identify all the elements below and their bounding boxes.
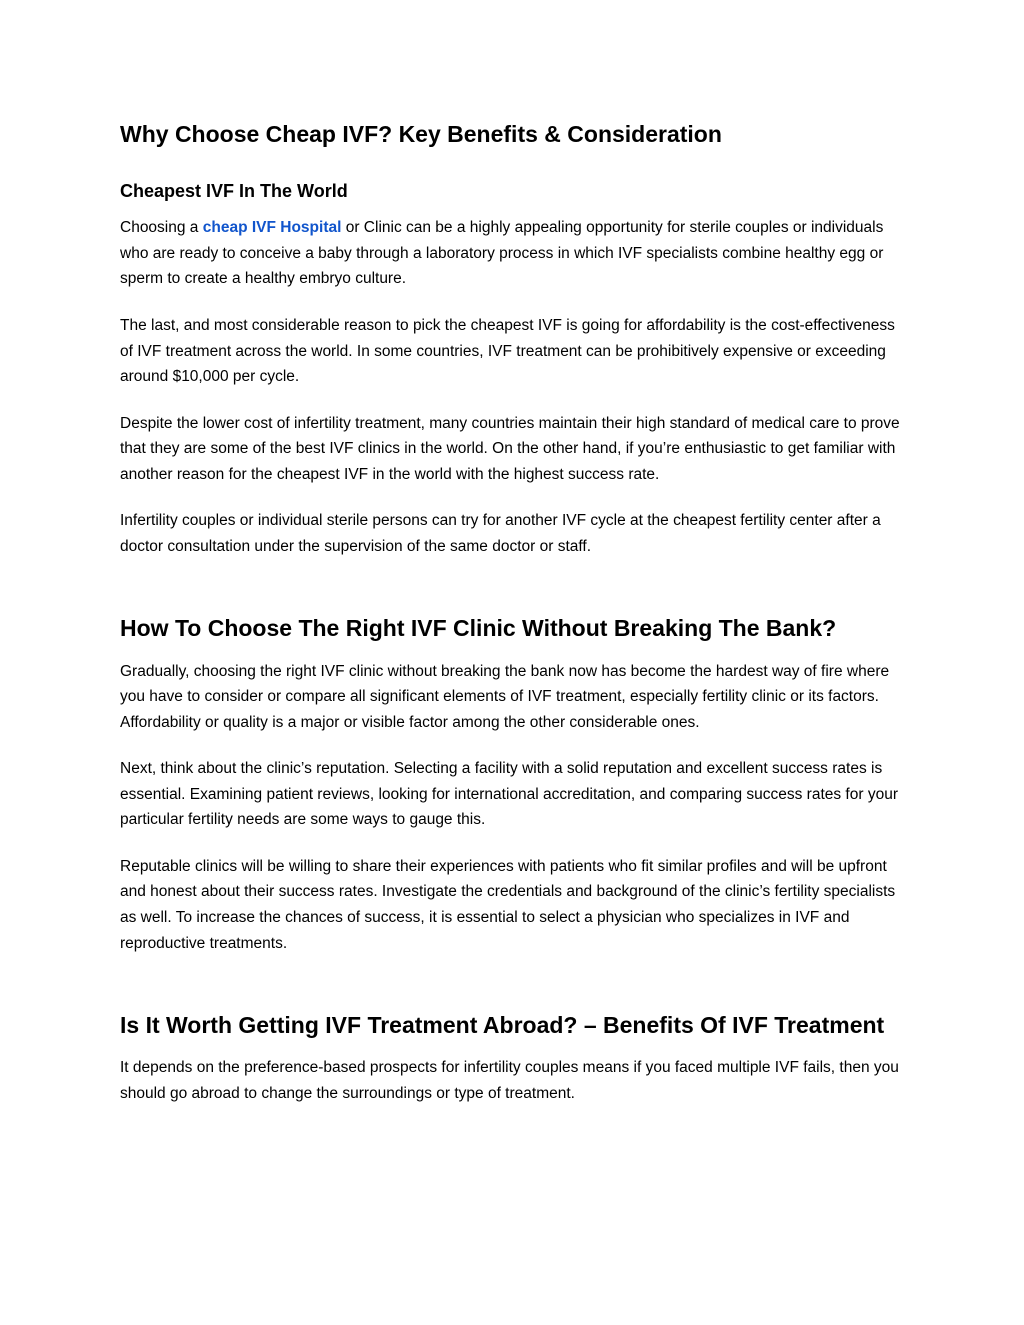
document-title: Why Choose Cheap IVF? Key Benefits & Consideration	[120, 121, 722, 147]
paragraph	[120, 215, 906, 292]
link-cheap-ivf-hospital[interactable]: cheap IVF Hospital	[202, 219, 342, 237]
heading-cheapest-ivf-in-the-world: Cheapest IVF In The World	[120, 180, 348, 201]
section-choose-right-clinic	[120, 613, 906, 956]
paragraph: Next, think about the clinic’s reputation. Selecting a facility with a solid reputation and excellent success rates is essential. Examining patient reviews, looking for international accreditation, and comparing success rates for your particular fertility needs are some ways to gauge this.	[120, 760, 898, 829]
paragraph: The last, and most considerable reason to pick the cheapest IVF is going for affordability is the cost-effectiveness of IVF treatment across the world. In some countries, IVF treatment can be prohibitively expensive or exceeding around $10,000 per cycle.	[120, 316, 895, 386]
section-cheapest-ivf	[120, 180, 906, 560]
section-ivf-treatment-abroad	[120, 1010, 906, 1106]
heading-how-to-choose-right-ivf-clinic: How To Choose The Right IVF Clinic Without Breaking The Bank?	[120, 615, 837, 642]
paragraph: Despite the lower cost of infertility treatment, many countries maintain their high standard of medical care to prove that they are some of the best IVF clinics in the world. On the other hand, if you’re enthusiastic to get familiar with another reason for the cheapest IVF in the world with the highest success rate.	[120, 414, 900, 483]
heading-is-it-worth-getting-ivf-abroad: Is It Worth Getting IVF Treatment Abroad? – Benefits Of IVF Treatment	[120, 1012, 885, 1039]
paragraph: Gradually, choosing the right IVF clinic without breaking the bank now has become the hardest way of fire where you have to consider or compare all significant elements of IVF treatment, especially fertility clinic or its factors. Affordability or quality is a major or visible factor among the other considerable ones.	[120, 662, 890, 731]
paragraph: Reputable clinics will be willing to share their experiences with patients who fit similar profiles and will be upfront and honest about their success rates. Investigate the credentials and background of the clinic’s fertility specialists as well. To increase the chances of success, it is essential to select a physician who specializes in IVF and reproductive treatments.	[120, 857, 896, 952]
paragraph: Infertility couples or individual sterile persons can try for another IVF cycle at the cheapest fertility center after a doctor consultation under the supervision of the same doctor or staff.	[120, 512, 881, 555]
paragraph-text: or Clinic can be a highly appealing opportunity for sterile couples or individuals who are ready to conceive a baby through a laboratory process in which IVF specialists combine healthy egg or sperm to create a healthy embryo culture.	[120, 219, 884, 288]
paragraph-text: Choosing a	[120, 219, 203, 237]
paragraph: It depends on the preference-based prospects for infertility couples means if you faced multiple IVF fails, then you should go abroad to change the surroundings or type of treatment.	[120, 1059, 899, 1102]
